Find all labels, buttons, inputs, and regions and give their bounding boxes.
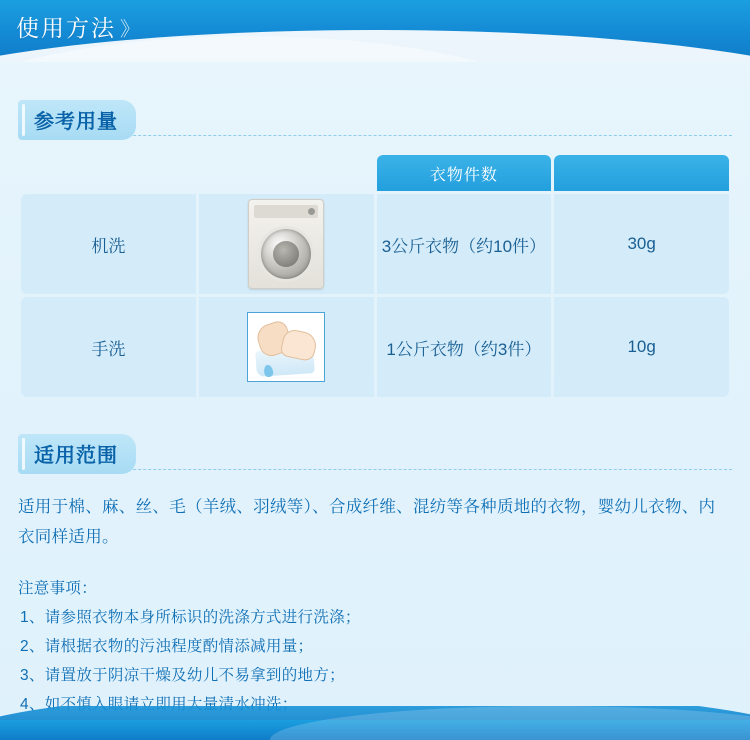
table-header-blank-2 <box>199 155 374 191</box>
note-item: 2、请根据衣物的污浊程度酌情添减用量； <box>20 638 314 655</box>
page-title-text: 使用方法 <box>16 15 116 41</box>
table-row <box>21 297 729 397</box>
cell-mode-hand: 手洗 <box>21 297 196 397</box>
cell-mode-machine: 机洗 <box>21 194 196 294</box>
washing-machine-icon <box>248 199 324 289</box>
page-body <box>0 62 750 740</box>
cell-icon-hand <box>199 297 374 397</box>
page-footer <box>0 706 750 740</box>
section-heading-usage <box>18 100 732 140</box>
table-header-row <box>21 155 729 191</box>
chevron-right-icon: 》 <box>120 19 139 41</box>
section-usage-amount <box>18 100 732 140</box>
hand-wash-icon <box>247 312 325 382</box>
cell-load-machine: 3公斤衣物（约10件） <box>377 194 552 294</box>
page-title <box>16 10 139 43</box>
note-item: 1、请参照衣物本身所标识的洗涤方式进行洗涤； <box>20 609 361 626</box>
cell-load-hand: 1公斤衣物（约3件） <box>377 297 552 397</box>
washer-door <box>258 226 314 282</box>
section-scope <box>18 434 732 474</box>
table-header-garment-count: 衣物件数 <box>377 155 552 191</box>
usage-table-head <box>21 155 729 191</box>
cell-icon-machine <box>199 194 374 294</box>
usage-table-wrapper <box>18 152 732 400</box>
usage-table-body <box>21 194 729 397</box>
cell-amount-hand: 10g <box>554 297 729 397</box>
usage-table <box>18 152 732 400</box>
section-heading-usage-label: 参考用量 <box>18 100 136 140</box>
table-row <box>21 194 729 294</box>
scope-description: 适用于棉、麻、丝、毛（羊绒、羽绒等）、合成纤维、混纺等各种质地的衣物，婴幼儿衣物、内衣同样适用。 <box>18 498 716 546</box>
note-item: 3、请置放于阴凉干燥及幼儿不易拿到的地方； <box>20 667 345 684</box>
section-heading-scope-label: 适用范围 <box>18 434 136 474</box>
page-header <box>0 0 750 62</box>
table-header-blank-1 <box>21 155 196 191</box>
cell-amount-machine: 30g <box>554 194 729 294</box>
note-item: 4、如不慎入眼请立即用大量清水冲洗； <box>20 696 298 713</box>
notes-title: 注意事项： <box>18 580 98 597</box>
section-heading-scope <box>18 434 732 474</box>
table-header-amount <box>554 155 729 191</box>
